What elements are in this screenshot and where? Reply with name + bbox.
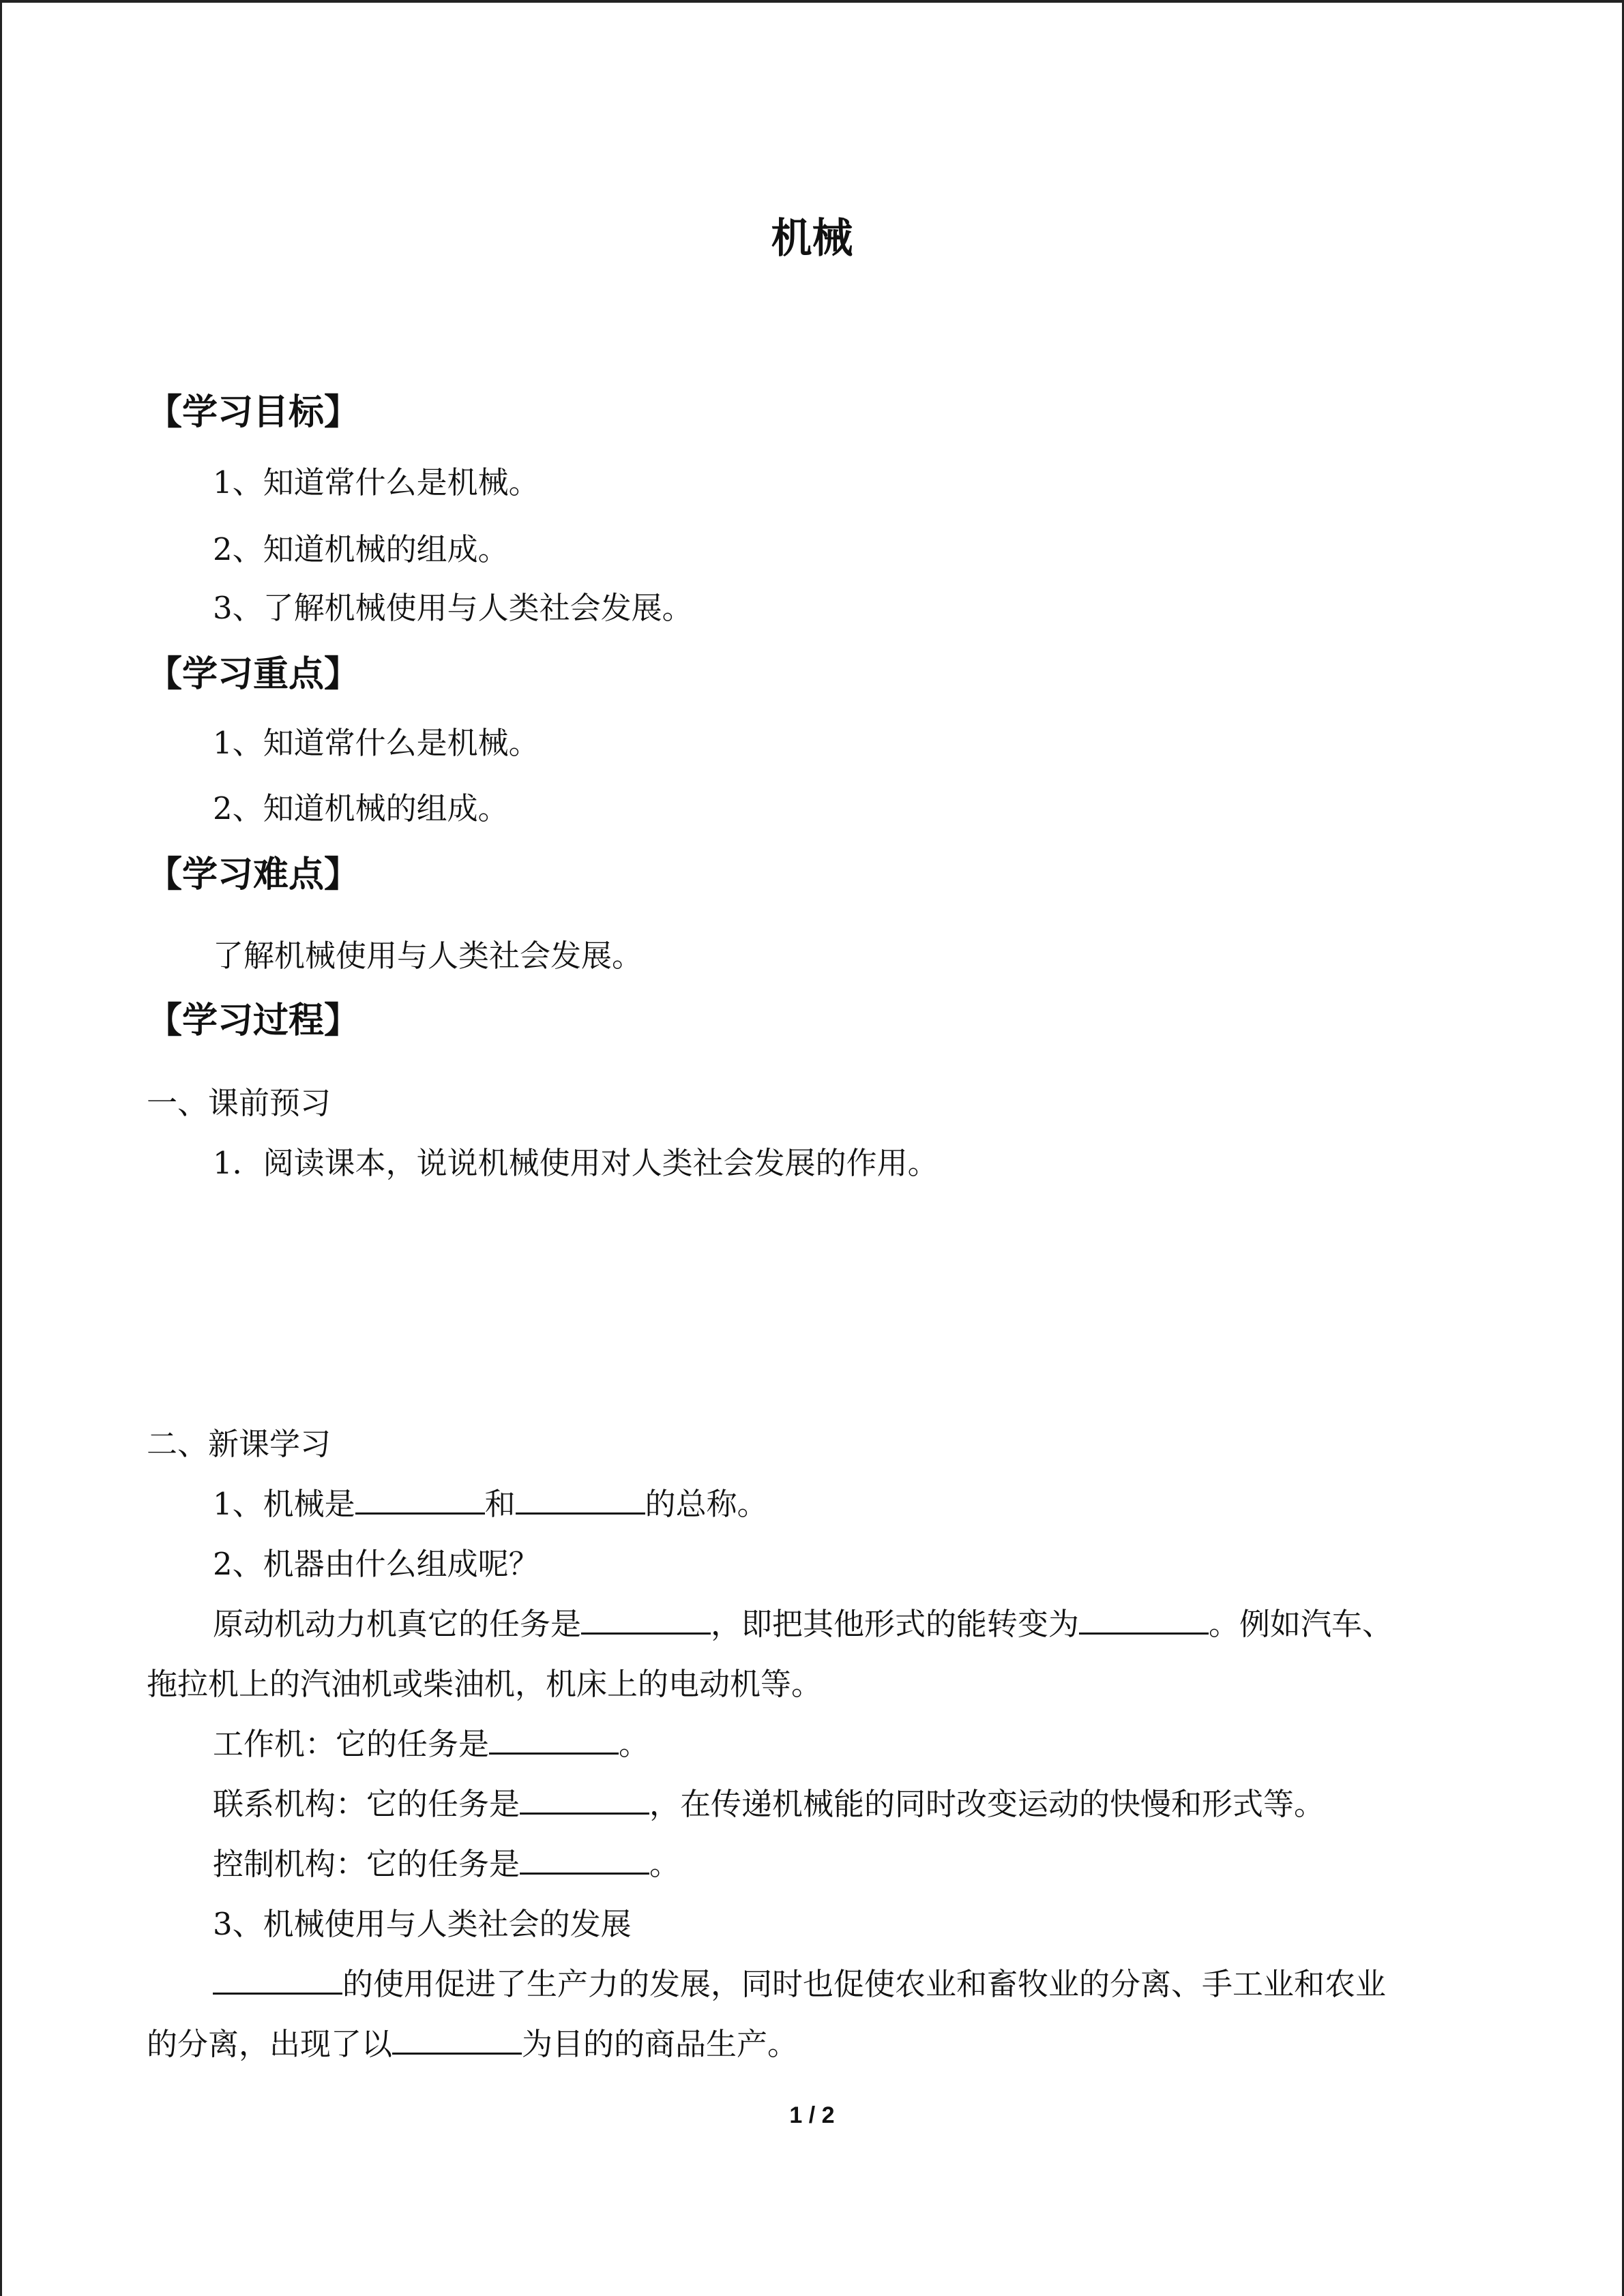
- preview-item-1: 1．阅读课本，说说机械使用对人类社会发展的作用。: [213, 1145, 939, 1181]
- control-text-b: 。: [649, 1846, 681, 1882]
- blank-3[interactable]: [581, 1604, 711, 1635]
- page-title: 机械: [771, 215, 853, 263]
- heading-goals: 【学习目标】: [147, 392, 360, 433]
- key-point-item-1: 1、知道常什么是机械。: [213, 725, 540, 761]
- heading-difficulties: 【学习难点】: [147, 854, 360, 895]
- history-continued: [147, 2024, 798, 2065]
- blank-9[interactable]: [392, 2024, 522, 2055]
- prime-mover-text-a: 原动机动力机真它的任务是: [213, 1606, 582, 1642]
- question-3: 3、机械使用与人类社会的发展: [213, 1906, 632, 1942]
- key-point-item-2: 2、知道机械的组成。: [213, 790, 509, 826]
- history-text-a: 的使用促进了生产力的发展，同时也促使农业和畜牧业的分离、手工业和农业: [342, 1966, 1387, 2002]
- page-border-top: [0, 0, 1624, 3]
- question-1-text-c: 的总称。: [645, 1486, 768, 1522]
- working-machine-text-b: 。: [619, 1726, 650, 1762]
- linkage-text-a: 联系机构：它的任务是: [213, 1786, 520, 1822]
- control-line: [213, 1844, 680, 1885]
- prime-mover-text-b: ，即把其他形式的能转变为: [711, 1606, 1080, 1642]
- question-1-text-a: 1、机械是: [213, 1486, 355, 1522]
- heading-key-points: 【学习重点】: [147, 654, 360, 695]
- blank-1[interactable]: [355, 1484, 485, 1515]
- blank-7[interactable]: [520, 1844, 649, 1875]
- prime-mover-continued: 拖拉机上的汽油机或柴油机，机床上的电动机等。: [147, 1666, 823, 1702]
- working-machine-text-a: 工作机：它的任务是: [213, 1726, 490, 1762]
- blank-5[interactable]: [489, 1724, 619, 1755]
- working-machine-line: [213, 1724, 649, 1765]
- new-lesson-title: 二、新课学习: [147, 1426, 331, 1462]
- question-2: 2、机器由什么组成呢？: [213, 1546, 540, 1582]
- page-number: 1 / 2: [789, 2102, 835, 2128]
- question-1-text-b: 和: [484, 1486, 516, 1522]
- goal-item-2: 2、知道机械的组成。: [213, 531, 509, 567]
- question-1: [213, 1484, 768, 1525]
- heading-process: 【学习过程】: [147, 1000, 360, 1041]
- blank-2[interactable]: [516, 1484, 645, 1515]
- blank-6[interactable]: [520, 1784, 649, 1815]
- goal-item-1: 1、知道常什么是机械。: [213, 464, 540, 501]
- history-line: [213, 1964, 1386, 2005]
- goal-item-3: 3、了解机械使用与人类社会发展。: [213, 590, 693, 626]
- prime-mover-line: [213, 1604, 1393, 1645]
- blank-8[interactable]: [213, 1964, 342, 1995]
- blank-4[interactable]: [1079, 1604, 1209, 1635]
- page-border-left: [0, 0, 2, 2296]
- prime-mover-text-c: 。例如汽车、: [1209, 1606, 1393, 1642]
- control-text-a: 控制机构：它的任务是: [213, 1846, 520, 1882]
- linkage-text-b: ，在传递机械能的同时改变运动的快慢和形式等。: [649, 1786, 1325, 1822]
- history-cont-text-a: 的分离，出现了以: [147, 2026, 393, 2062]
- preview-title: 一、课前预习: [147, 1085, 331, 1121]
- history-cont-text-b: 为目的的商品生产。: [522, 2026, 799, 2062]
- linkage-line: [213, 1784, 1325, 1825]
- difficulty-item-1: 了解机械使用与人类社会发展。: [213, 938, 643, 974]
